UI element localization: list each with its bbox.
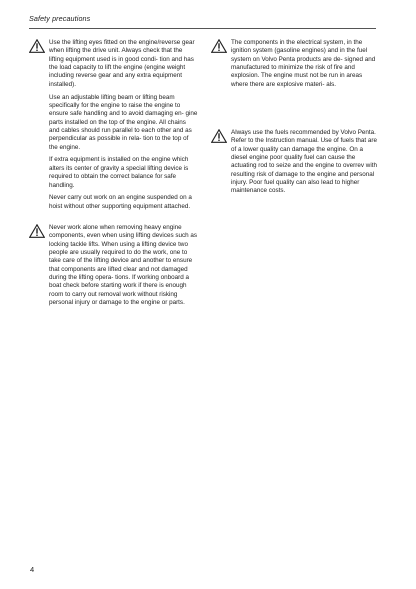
page-number: 4 [30,565,35,574]
paragraph: Never work alone when removing heavy engine components, even when using lifting devices such as locking tackle lifts. When using a lifting device two people are usually required to do the work, one to take care of the lifting device and another to ensure that components are lifted clear and not damaged during the lifting opera- tions. If working onboard a boat check before starting work if there is enough room to carry out removal work without risking personal injury or damage to the engine or parts. [49,224,198,307]
warning-triangle-icon [29,39,45,53]
warning-text [231,39,380,94]
paragraph: If extra equipment is installed on the engine which alters its center of gravity a special lifting device is required to obtain the correct balance for safe handling. [49,156,189,189]
warning-text [231,129,380,200]
paragraph: Use an adjustable lifting beam or lifting beam specifically for the engine to raise the engine to ensure safe handling and to avoid damaging en- gine parts installed on the top of the engine. All chains and cables should run parallel to each other and as perpendicular as possible in rela- tion to the top of the engine. [49,93,198,151]
paragraph: Never carry out work on an engine suspended on a hoist without other supporting equipment attached. [49,194,192,210]
paragraph: Always use the fuels recommended by Volvo Penta. Refer to the Instruction manual. Use of fuels that are of a lower quality can damage the engine. On a diesel engine poor quality fuel can cause the actuating rod to seize and the engine to overrev with resulting risk of damage to the engine and personal injury. Poor fuel quality can also lead to higher maintenance costs. [231,129,377,195]
header-divider [29,28,376,29]
paragraph: The components in the electrical system, in the ignition system (gasoline engines) and in the fuel system on Volvo Penta products are de- signed and manufactured to minimize the risk of fire and explosion. The engine must not be run in areas where there are explosive materi- als. [231,39,376,88]
warning-text [49,224,198,312]
paragraph: Use the lifting eyes fitted on the engine/reverse gear when lifting the drive unit. Always check that the lifting equipment used is in good condi- tion and has the load capacity to lift the engine (engine weight including reverse gear and any extra equipment installed). [49,39,195,88]
warning-triangle-icon [29,224,45,238]
warning-text [49,39,198,216]
warning-triangle-icon [211,129,227,143]
page-header-title: Safety precautions [29,14,91,23]
warning-triangle-icon [211,39,227,53]
